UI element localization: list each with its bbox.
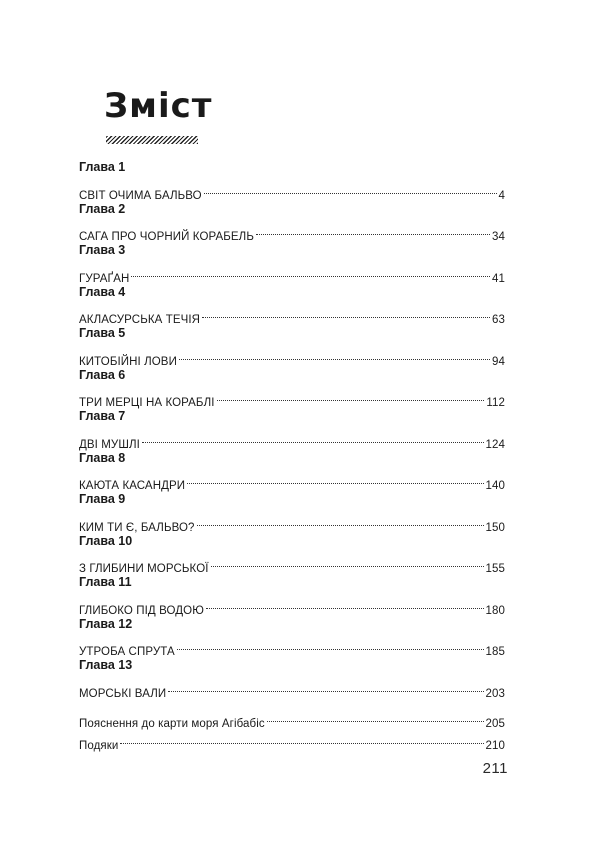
extra-page-number: 205 bbox=[485, 718, 505, 730]
dot-leader bbox=[256, 220, 490, 241]
toc-entry[interactable] bbox=[79, 552, 505, 573]
chapter-page-number: 140 bbox=[485, 480, 505, 492]
chapter-page-number: 41 bbox=[492, 272, 505, 285]
dot-leader bbox=[202, 303, 490, 324]
chapter-heading: Глава 3 bbox=[79, 243, 126, 257]
chapter-page-number: 203 bbox=[485, 687, 505, 700]
chapter-page-number: 180 bbox=[485, 604, 505, 617]
toc-entry[interactable] bbox=[79, 220, 505, 241]
dot-leader bbox=[197, 510, 484, 531]
chapter-heading: Глава 10 bbox=[79, 533, 133, 548]
toc-entry[interactable] bbox=[79, 178, 505, 202]
chapter-title: КИМ ТИ Є, БАЛЬВО? bbox=[79, 521, 195, 534]
chapter-heading: Глава 12 bbox=[79, 616, 133, 631]
dot-leader bbox=[267, 705, 484, 727]
dot-leader bbox=[168, 676, 483, 697]
chapter-title: ТРИ МЕРЦІ НА КОРАБЛІ bbox=[79, 397, 215, 409]
dot-leader bbox=[211, 552, 484, 573]
dot-leader bbox=[120, 727, 483, 749]
chapter-page-number: 4 bbox=[498, 189, 505, 202]
chapter-title: ГЛИБОКО ПІД ВОДОЮ bbox=[79, 604, 204, 617]
chapter-page-number: 63 bbox=[492, 314, 505, 326]
toc-extra-entry[interactable] bbox=[79, 727, 505, 752]
chapter-title: З ГЛИБИНИ МОРСЬКОЇ bbox=[79, 563, 209, 575]
chapter-title: КАЮТА КАСАНДРИ bbox=[79, 480, 186, 492]
toc-entry[interactable] bbox=[79, 427, 505, 451]
chapter-title: ДВІ МУШЛІ bbox=[79, 438, 140, 451]
chapter-page-number: 185 bbox=[485, 646, 505, 658]
extra-title: Подяки bbox=[79, 740, 119, 752]
toc-entry[interactable] bbox=[79, 386, 505, 407]
dot-leader bbox=[187, 469, 483, 490]
chapter-page-number: 94 bbox=[492, 355, 505, 368]
dot-leader bbox=[131, 261, 490, 282]
toc-extra-entry[interactable] bbox=[79, 705, 505, 730]
toc-entry[interactable] bbox=[79, 635, 505, 656]
page-number: 211 bbox=[482, 760, 508, 777]
toc-entry[interactable] bbox=[79, 344, 505, 368]
chapter-page-number: 34 bbox=[492, 231, 505, 243]
chapter-title: МОРСЬКІ ВАЛИ bbox=[79, 687, 167, 700]
toc-extras bbox=[79, 705, 505, 752]
dot-leader bbox=[204, 178, 497, 199]
chapter-title: УТРОБА СПРУТА bbox=[79, 646, 175, 658]
chapter-heading: Глава 13 bbox=[79, 658, 133, 672]
dot-leader bbox=[217, 386, 485, 407]
dot-leader bbox=[179, 344, 490, 365]
chapter-heading: Глава 11 bbox=[79, 575, 132, 589]
chapter-title: САГА ПРО ЧОРНИЙ КОРАБЕЛЬ bbox=[79, 231, 254, 243]
chapter-heading: Глава 7 bbox=[79, 409, 126, 423]
table-of-contents bbox=[79, 157, 505, 700]
dot-leader bbox=[206, 593, 484, 614]
title-underline-decoration bbox=[106, 136, 198, 144]
chapter-heading: Глава 6 bbox=[79, 367, 126, 382]
page-title: Зміст bbox=[104, 86, 213, 126]
chapter-heading: Глава 9 bbox=[79, 492, 126, 506]
toc-entry[interactable] bbox=[79, 469, 505, 490]
extra-title: Пояснення до карти моря Агібабіс bbox=[79, 718, 265, 730]
chapter-heading: Глава 1 bbox=[79, 160, 126, 174]
chapter-page-number: 150 bbox=[485, 521, 505, 534]
dot-leader bbox=[142, 427, 484, 448]
chapter-title: ГУРАҐАН bbox=[79, 272, 130, 285]
chapter-heading: Глава 8 bbox=[79, 450, 126, 465]
toc-entry[interactable] bbox=[79, 593, 505, 617]
dot-leader bbox=[177, 635, 484, 656]
chapter-title: КИТОБІЙНІ ЛОВИ bbox=[79, 355, 177, 368]
toc-entry[interactable] bbox=[79, 510, 505, 534]
chapter-page-number: 112 bbox=[486, 397, 505, 409]
chapter-heading: Глава 4 bbox=[79, 284, 126, 299]
chapter-title: АКЛАСУРСЬКА ТЕЧІЯ bbox=[79, 314, 201, 326]
chapter-page-number: 155 bbox=[485, 563, 505, 575]
toc-entry[interactable] bbox=[79, 676, 505, 700]
chapter-page-number: 124 bbox=[485, 438, 505, 451]
extra-page-number: 210 bbox=[485, 740, 505, 752]
toc-entry[interactable] bbox=[79, 261, 505, 285]
toc-entry[interactable] bbox=[79, 303, 505, 324]
chapter-title: СВІТ ОЧИМА БАЛЬВО bbox=[79, 189, 202, 202]
chapter-heading: Глава 2 bbox=[79, 201, 126, 216]
chapter-heading: Глава 5 bbox=[79, 326, 126, 340]
